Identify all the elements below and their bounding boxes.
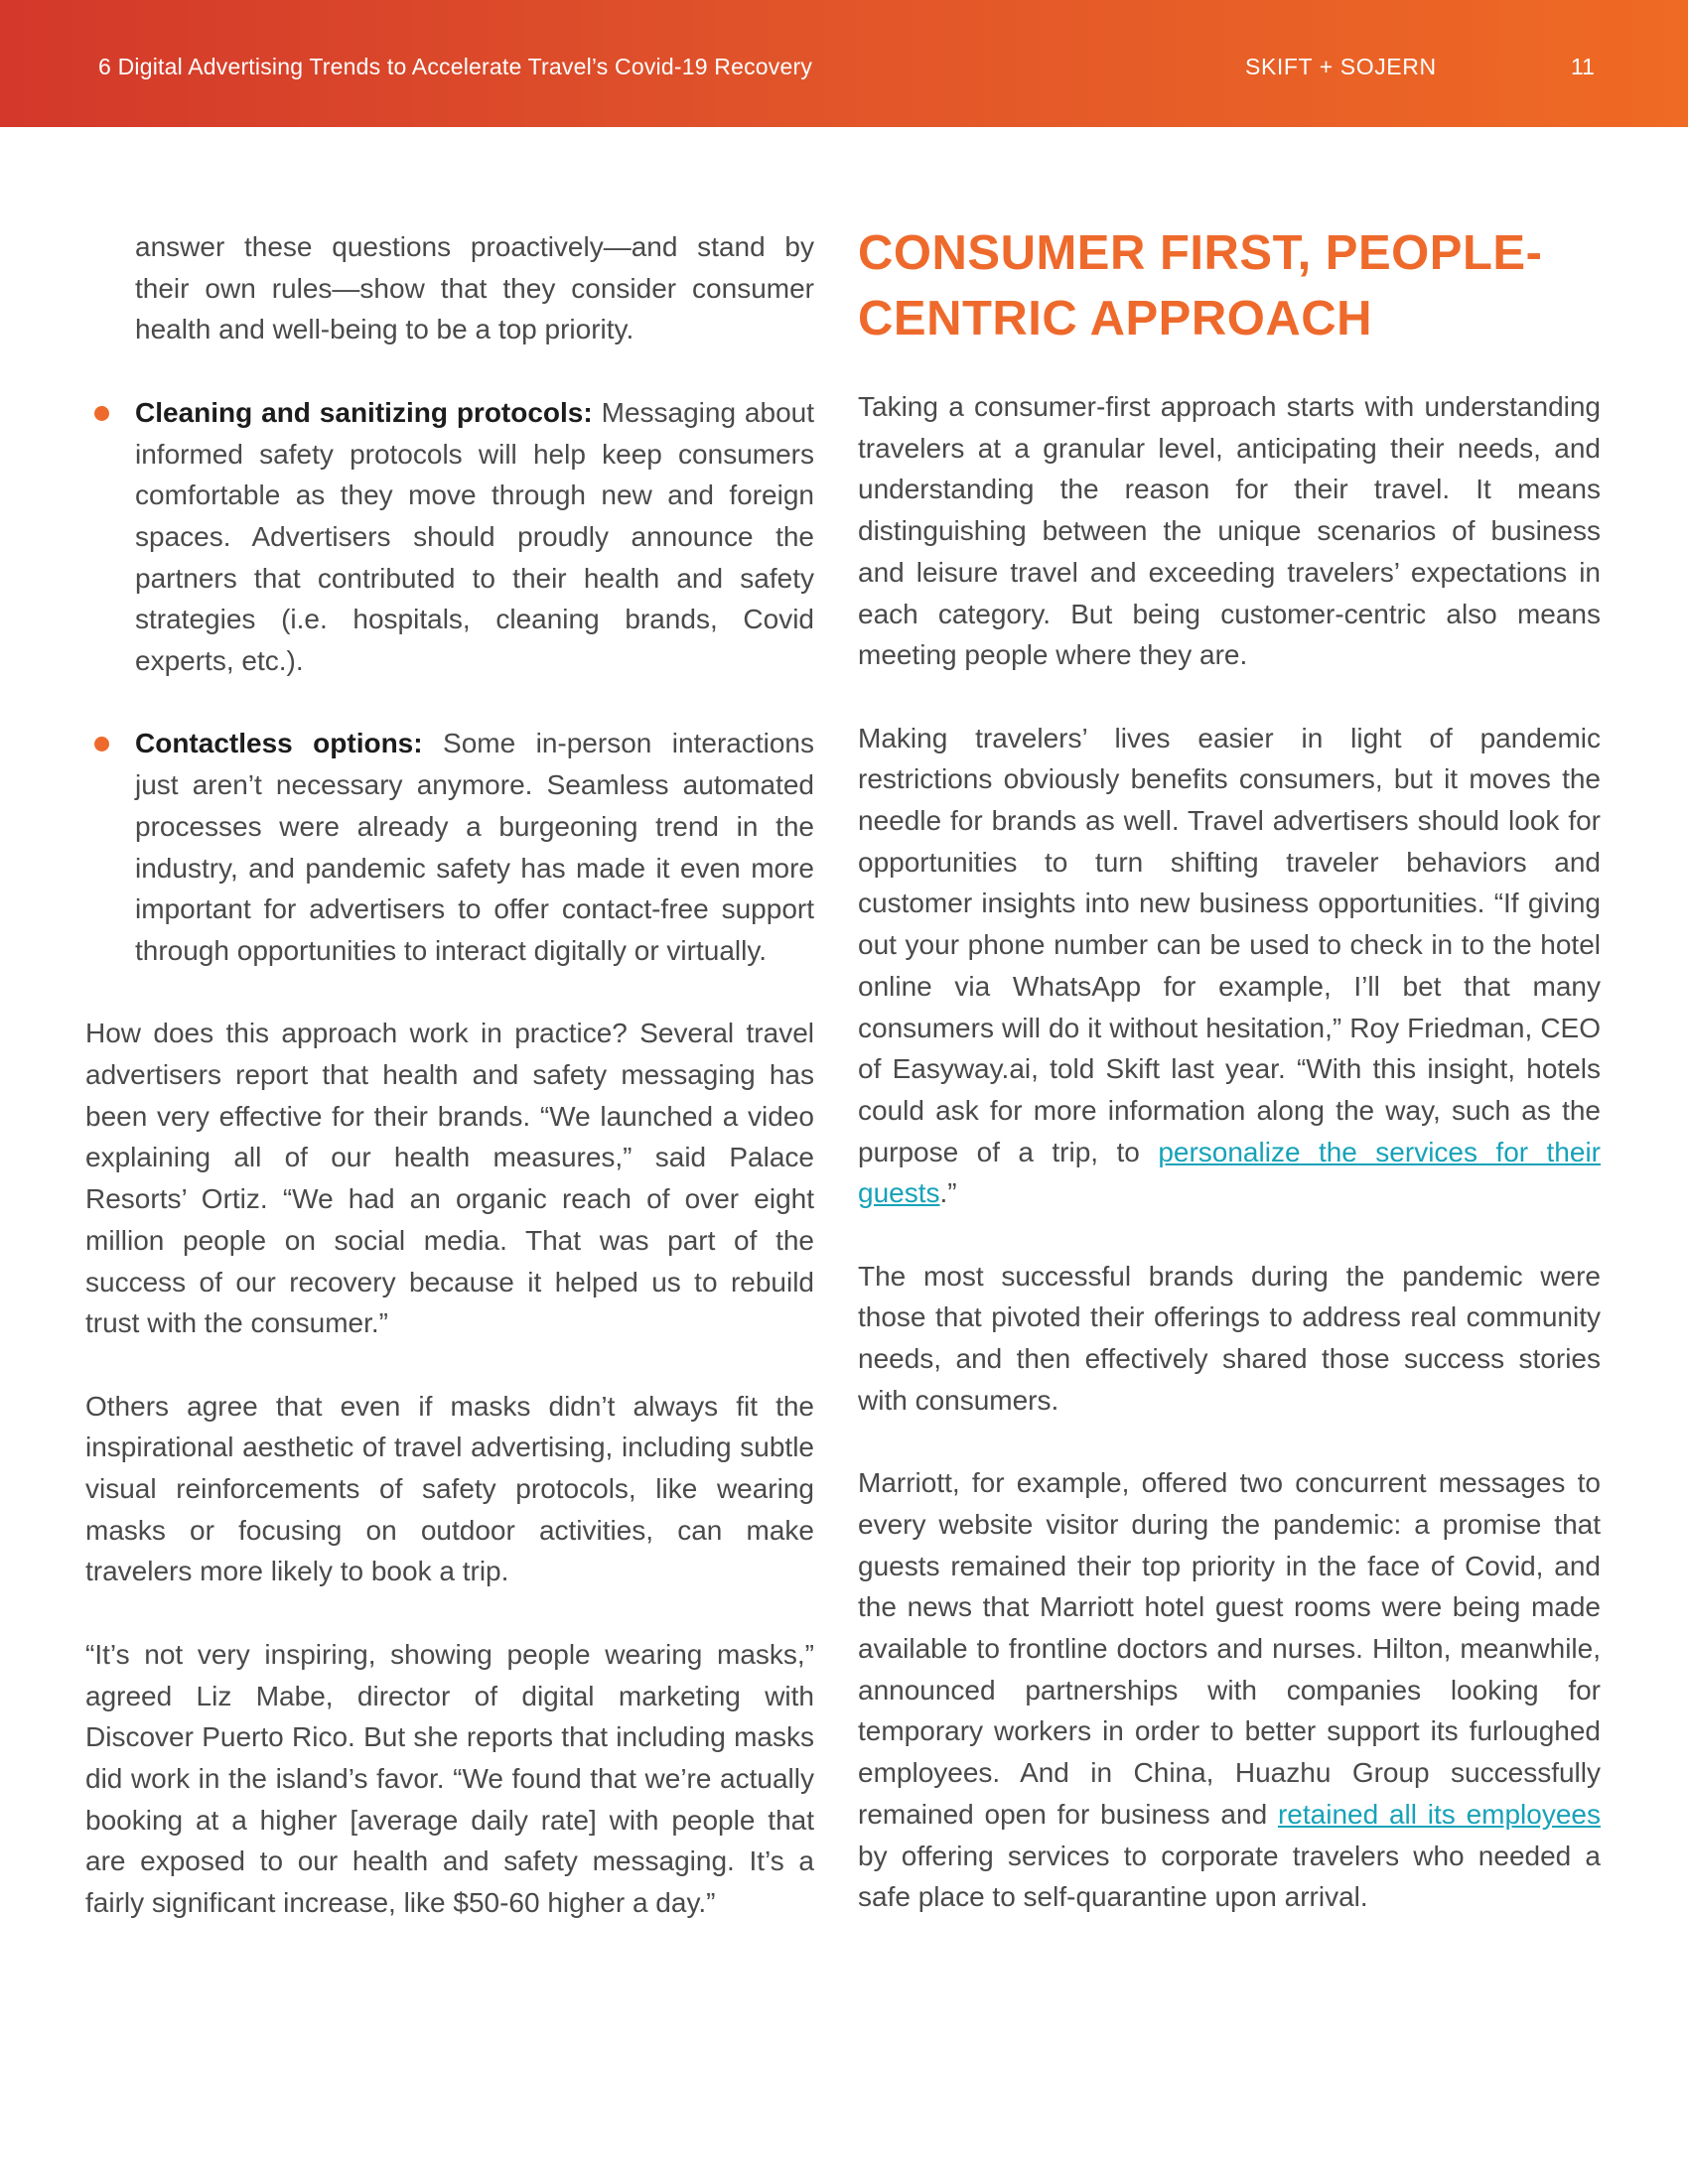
right-column [858, 226, 1601, 1918]
bullet-text: Messaging about informed safety protocols will help keep consumers comfortable as they move through new and foreign spaces. Advertisers should proudly announce the partners that contributed to their health and safety strategies (i.e. hospitals, cleaning brands, Covid experts, etc.). [135, 396, 814, 677]
paragraph-text: Marriott, for example, offered two concurrent messages to every website visitor during the pandemic: a promise that guests remained their top priority in the face of Covid, and the news that Marriott hotel guest rooms were being made available to frontline doctors and nurses. Hilton, meanwhile, announced partnerships with companies looking for temporary workers in order to better support its furloughed employees. And in China, Huazhu Group successfully remained open for business and [858, 1467, 1601, 1830]
bullet-dot-icon [94, 737, 109, 751]
paragraph-masks-aesthetic: Others agree that even if masks didn’t always fit the inspirational aesthetic of travel advertising, including subtle visual reinforcements of safety protocols, like wearing masks or focusing on outdoor activities, can make travelers more likely to book a trip. [85, 1390, 814, 1587]
bullet-text: Some in-person interactions just aren’t necessary anymore. Seamless automated processes were already a burgeoning trend in the industry, and pandemic safety has made it even more important for advertisers to offer contact-free support through opportunities to interact digitally or virtually. [135, 728, 814, 966]
report-title: 6 Digital Advertising Trends to Accelerate Travel’s Covid-19 Recovery [98, 54, 813, 79]
personalize-services-link[interactable]: personalize the services for their guests [858, 1136, 1601, 1209]
paragraph-text: by offering services to corporate travelers who needed a safe place to self-quarantine upon arrival. [858, 1840, 1601, 1913]
bullet-term: Contactless options: [135, 728, 423, 759]
paragraph-consumer-first: Taking a consumer-first approach starts with understanding travelers at a granular level, anticipating their needs, and understanding the reason for their travel. It means distinguishing between the unique scenarios of business and leisure travel and exceeding travelers’ expectations in each category. But being customer-centric also means meeting people where they are. [858, 391, 1601, 671]
page-header [0, 0, 1688, 127]
bullet-cleaning-protocols [85, 392, 814, 682]
intro-continued-paragraph: answer these questions proactively—and stand by their own rules—show that they consider consumer health and well-being to be a top priority. [135, 231, 814, 345]
paragraph-successful-brands: The most successful brands during the pandemic were those that pivoted their offerings to address real community needs, and then effectively shared those success stories with consumers. [858, 1260, 1601, 1416]
paragraph-practice: How does this approach work in practice? Several travel advertisers report that health and safety messaging has been very effective for their brands. “We launched a video explaining all of our health measures,” said Palace Resorts’ Ortiz. “We had an organic reach of over eight million people on social media. That was part of the success of our recovery because it helped us to rebuild trust with the consumer.” [85, 1018, 814, 1339]
paragraph-making-lives-easier [858, 718, 1601, 1214]
retained-employees-link[interactable]: retained all its employees [1277, 1798, 1601, 1830]
paragraph-text: .” [939, 1177, 957, 1209]
bullet-contactless-options [85, 723, 814, 971]
left-column [85, 226, 814, 1924]
bullet-term: Cleaning and sanitizing protocols: [135, 396, 593, 428]
section-heading: CONSUMER FIRST, PEOPLE-CENTRIC APPROACH [858, 226, 1543, 345]
page-number: 11 [1571, 54, 1595, 79]
bullet-dot-icon [94, 406, 109, 421]
brand-label: SKIFT + SOJERN [1245, 54, 1437, 79]
paragraph-liz-mabe-quote: “It’s not very inspiring, showing people wearing masks,” agreed Liz Mabe, director of digital marketing with Discover Puerto Rico. But she reports that including masks did work in the island’s favor. “We found that we’re actually booking at a higher [average daily rate] with people that are exposed to our health and safety messaging. It’s a fairly significant increase, like $50-60 higher a day.” [85, 1638, 814, 1919]
paragraph-marriott-example [858, 1462, 1601, 1918]
paragraph-text: Making travelers’ lives easier in light of pandemic restrictions obviously benefits consumers, but it moves the needle for brands as well. Travel advertisers should look for opportunities to turn shifting traveler behaviors and customer insights into new business opportunities. “If giving out your phone number can be used to check in to the hotel online via WhatsApp for example, I’ll bet that many consumers will do it without hesitation,” Roy Friedman, CEO of Easyway.ai, told Skift last year. “With this insight, hotels could ask for more information along the way, such as the purpose of a trip, to [858, 722, 1601, 1167]
